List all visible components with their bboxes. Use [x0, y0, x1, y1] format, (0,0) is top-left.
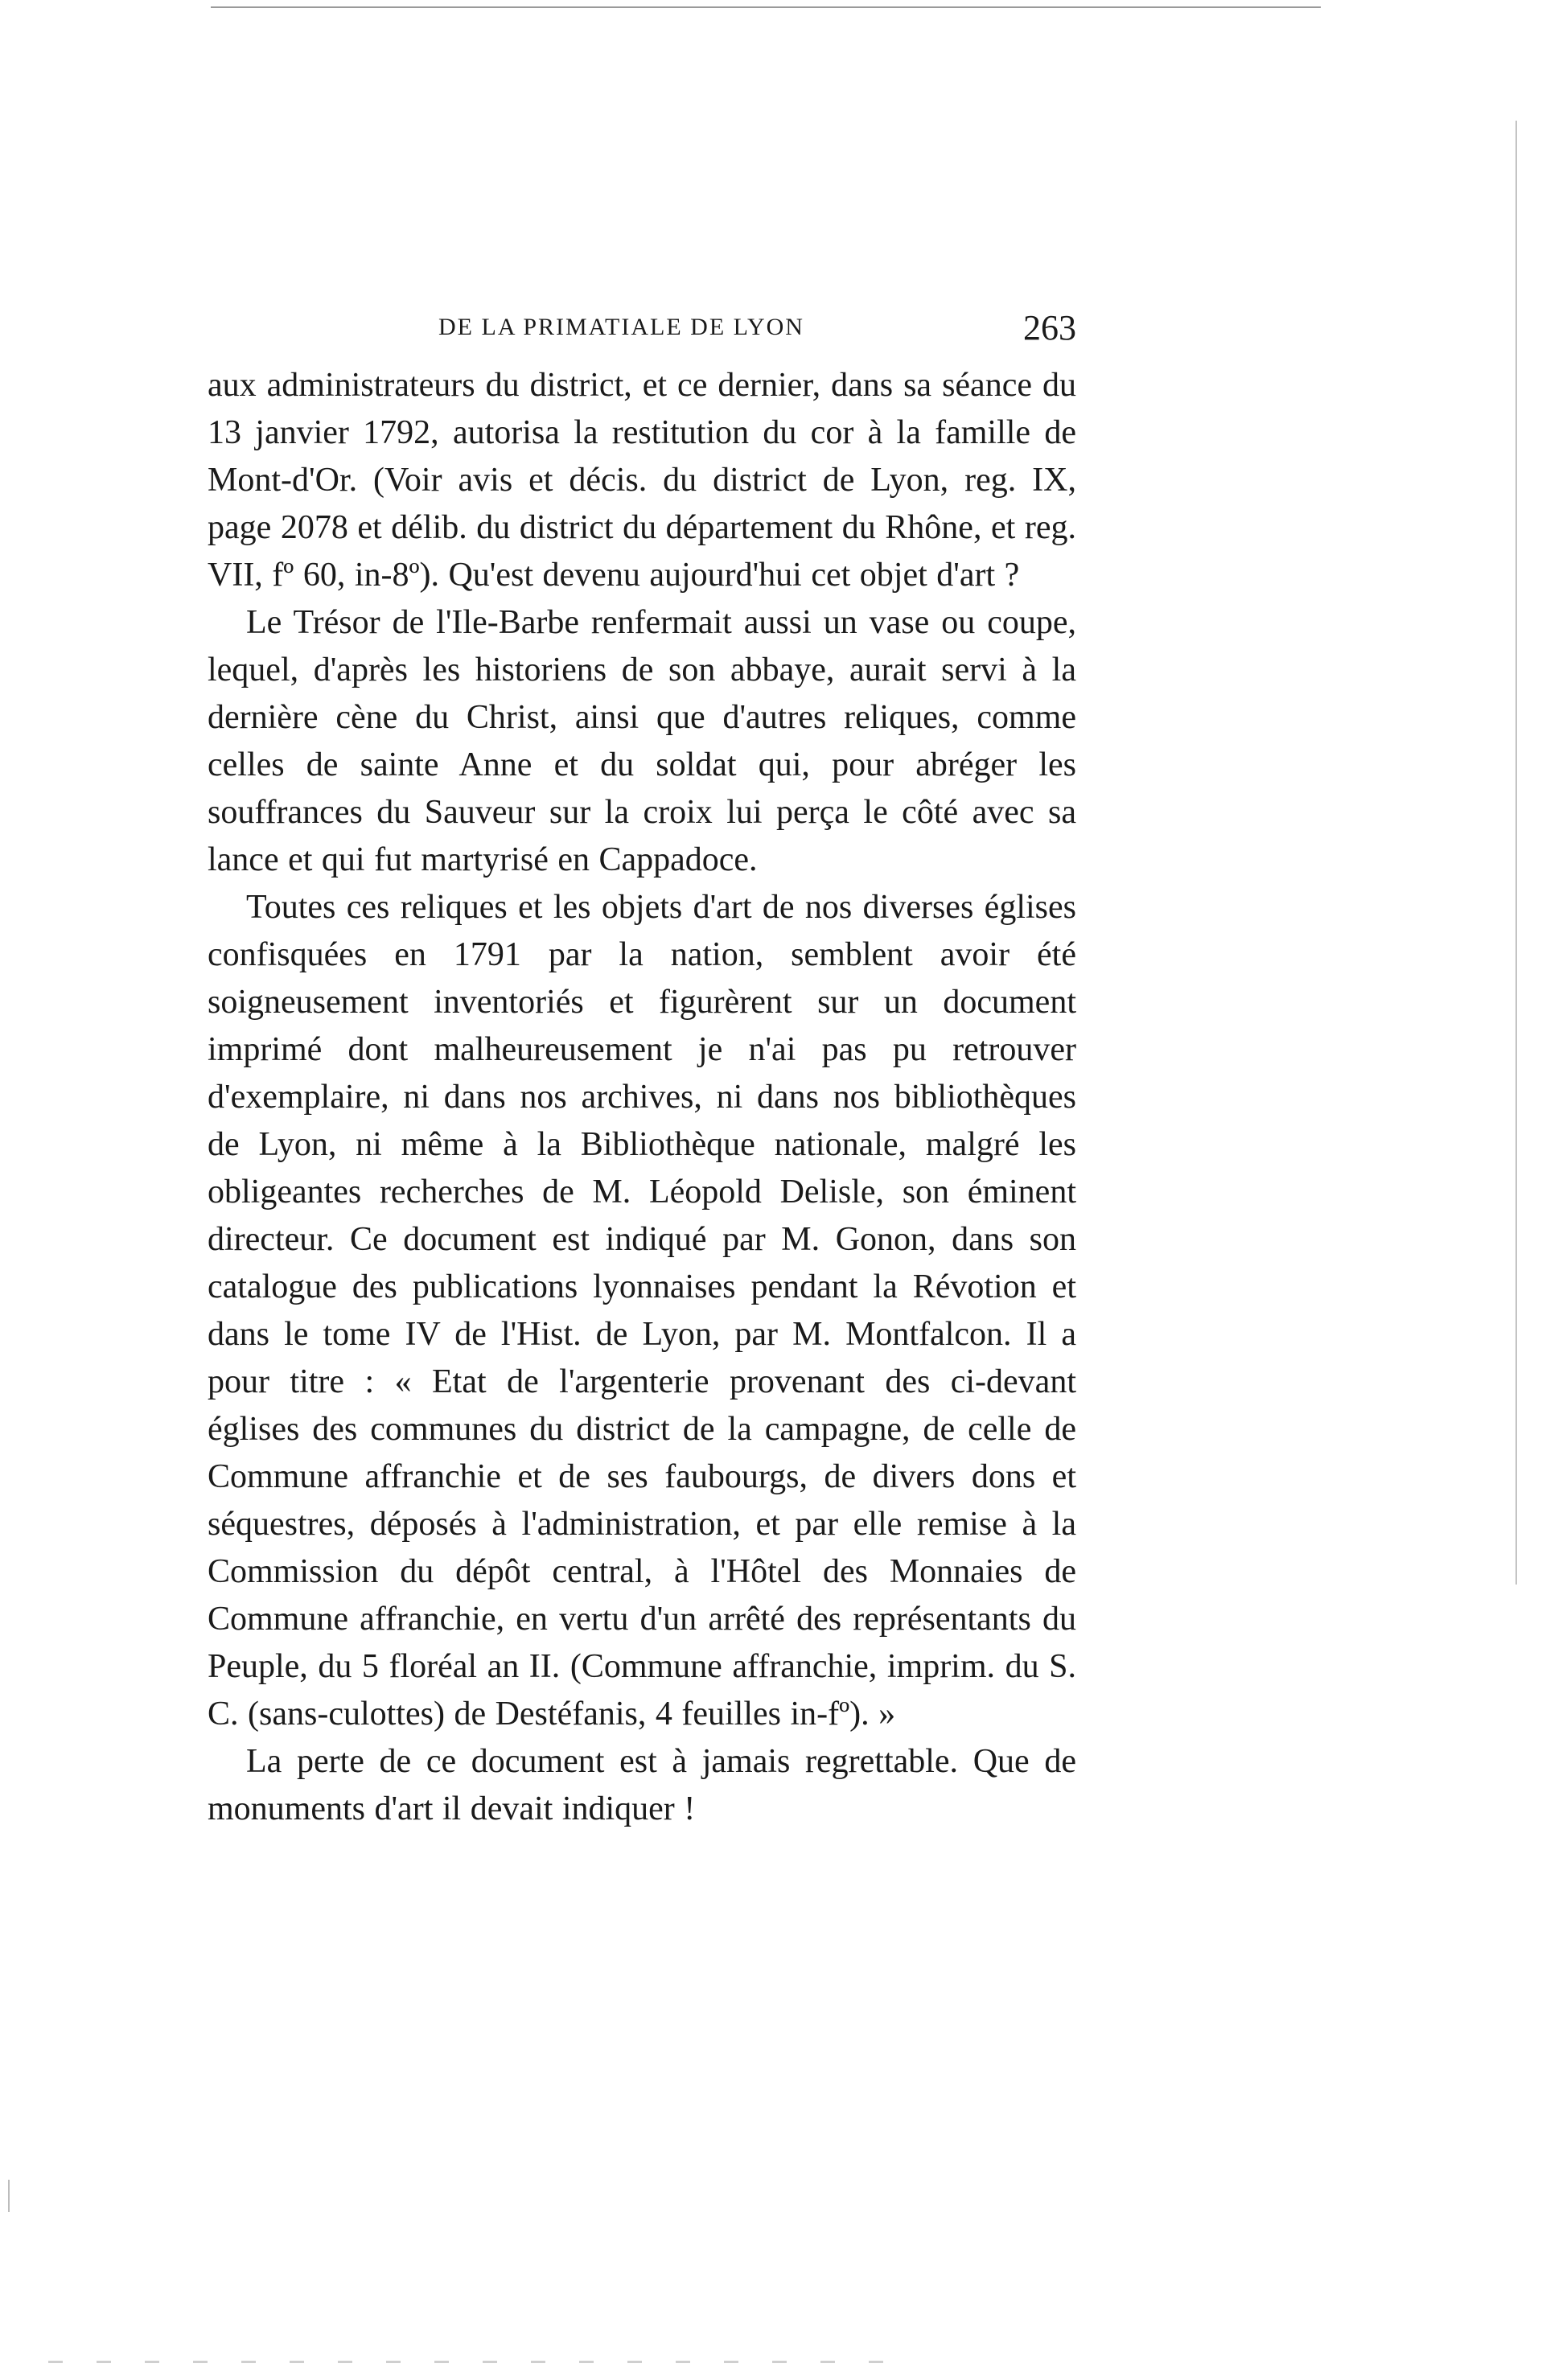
paragraph-4: La perte de ce document est à jamais regrettable. Que de monuments d'art il devait indiquer !	[208, 1743, 1076, 1827]
paragraph-3: Toutes ces reliques et les objets d'art de nos diverses églises confisquées en 1791 par la nation, semblent avoir été soigneusement inventoriés et figurèrent sur un document imprimé dont malheureusement je n'ai pas pu retrouver d'exemplaire, ni dans nos archives, ni dans nos bibliothèques de Lyon, ni même à la Bibliothèque nationale, malgré les obligeantes recherches de M. Léopold Delisle, son éminent directeur. Ce document est indiqué par M. Gonon, dans son catalogue des publications lyonnaises pendant la Révotion et dans le tome IV de l'Hist. de Lyon, par M. Montfalcon. Il a pour titre : « Etat de l'argenterie provenant des ci-devant églises des communes du district de la campagne, de celle de Commune affranchie et de ses faubourgs, de divers dons et séquestres, déposés à l'administration, et par elle remise à la Commission du dépôt central, à l'Hôtel des Monnaies de Commune affranchie, en vertu d'un arrêté des représentants du Peuple, du 5 floréal an II. (Commune affranchie, imprim. du S. C. (sans-culottes) de Destéfanis, 4 feuilles in-fº). »	[208, 889, 1076, 1733]
paragraph-1: aux administrateurs du district, et ce dernier, dans sa séance du 13 janvier 1792, autorisa la restitution du cor à la famille de Mont-d'Or. (Voir avis et décis. du district de Lyon, reg. IX, page 2078 et délib. du district du département du Rhône, et reg. VII, fº 60, in-8º). Qu'est devenu aujourd'hui cet objet d'art ?	[208, 367, 1076, 594]
page-header	[208, 307, 1076, 356]
running-title: DE LA PRIMATIALE DE LYON	[438, 314, 804, 340]
page-body	[208, 362, 1076, 1833]
top-scan-rule	[211, 6, 1321, 8]
bottom-scan-marks	[48, 2361, 893, 2363]
right-scan-edge	[1515, 121, 1517, 1585]
paragraph-2: Le Trésor de l'Ile-Barbe renfermait aussi un vase ou coupe, lequel, d'après les historiens de son abbaye, aurait servi à la dernière cène du Christ, ainsi que d'autres reliques, comme celles de sainte Anne et du soldat qui, pour abréger les souffrances du Sauveur sur la croix lui perça le côté avec sa lance et qui fut martyrisé en Cappadoce.	[208, 604, 1076, 878]
page-number: 263	[1023, 308, 1076, 347]
left-scan-mark	[8, 2180, 10, 2212]
